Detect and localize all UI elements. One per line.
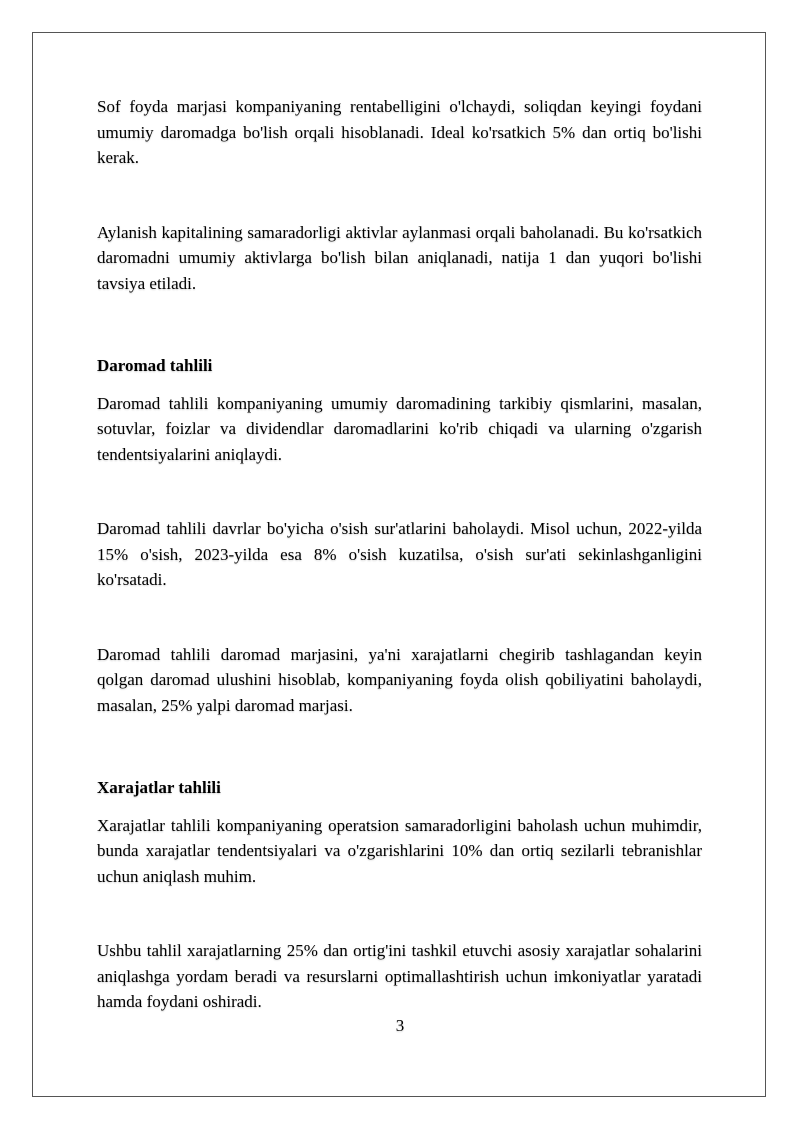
heading-income-analysis: Daromad tahlili [97,356,213,375]
paragraph-asset-turnover: Aylanish kapitalining samaradorligi aktivlar aylanmasi orqali baholanadi. Bu ko'rsatkich daromadni umumiy aktivlarga bo'lish bilan aniqlanadi, natija 1 dan yuqori bo'lishi tavsiya etiladi. [97,222,702,293]
paragraph-income-components: Daromad tahlili kompaniyaning umumiy daromadining tarkibiy qismlarini, masalan, sotuvlar, foizlar va dividendlar daromadlarini ko'rib chiqadi va ularning o'zgarish tendentsiyalarini aniqlaydi. [97,393,702,464]
paragraph-expense-areas: Ushbu tahlil xarajatlarning 25% dan ortig'ini tashkil etuvchi asosiy xarajatlar sohalarini aniqlashga yordam beradi va resurslarni optimallashtirish uchun imkoniyatlar yaratadi hamda foydani oshiradi. [97,941,702,1011]
page-number: 3 [395,1016,405,1035]
paragraph-income-growth: Daromad tahlili davrlar bo'yicha o'sish sur'atlarini baholaydi. Misol uchun, 2022-yilda 15% o'sish, 2023-yilda esa 8% o'sish kuzatilsa, o'sish sur'ati sekinlashganligini ko'rsatadi. [97,519,702,589]
paragraph-income-margin: Daromad tahlili daromad marjasini, ya'ni xarajatlarni chegirib tashlagandan keyin qolgan daromad ulushini hisoblab, kompaniyaning foyda olish qobiliyatini baholaydi, masalan, 25% yalpi daromad marjasi. [97,644,702,715]
document-body [97,94,702,1015]
heading-expense-analysis: Xarajatlar tahlili [97,778,221,797]
paragraph-expense-trends: Xarajatlar tahlili kompaniyaning operatsion samaradorligini baholash uchun muhimdir, bunda xarajatlar tendentsiyalari va o'zgarishlarini 10% dan ortiq sezilarli tebranishlar uchun aniqlash muhim. [97,815,702,886]
paragraph-net-profit-margin: Sof foyda marjasi kompaniyaning rentabelligini o'lchaydi, soliqdan keyingi foydani umumiy daromadga bo'lish orqali hisoblanadi. Ideal ko'rsatkich 5% dan ortiq bo'lishi kerak. [97,97,702,167]
